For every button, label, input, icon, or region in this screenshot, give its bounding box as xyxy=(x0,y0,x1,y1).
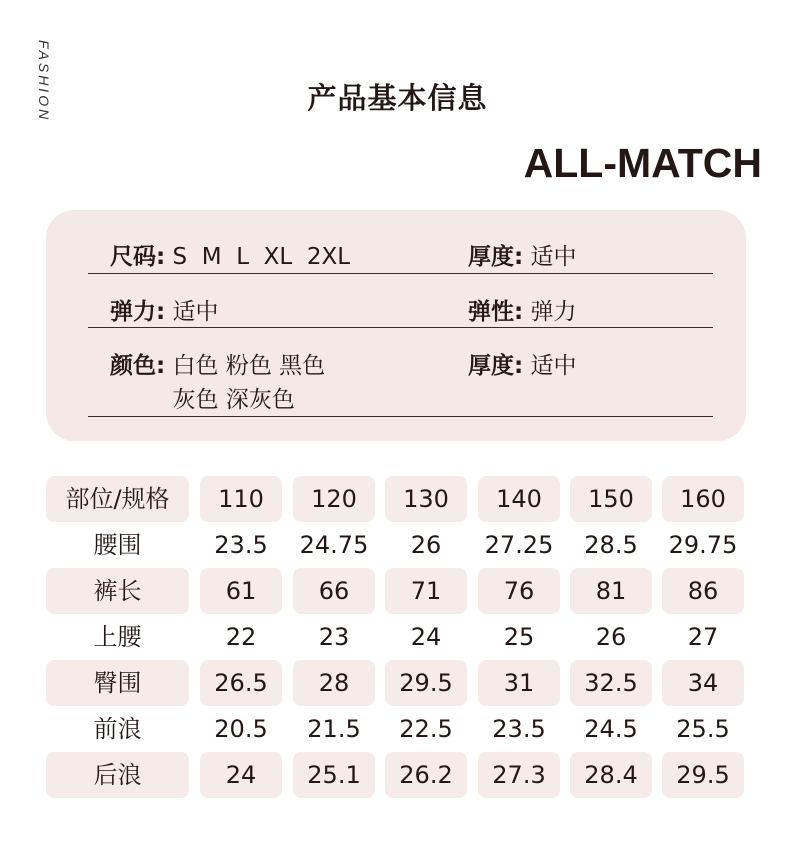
table-cell: 21.5 xyxy=(307,715,361,743)
row-label: 部位/规格 xyxy=(65,485,170,513)
elasticity-key: 弹性: xyxy=(468,299,524,325)
color-value-line-1: 白色 粉色 黑色 xyxy=(172,353,326,379)
table-cell: 28 xyxy=(318,669,350,697)
table-cell: 26.2 xyxy=(399,761,453,789)
elastic-key: 弹力: xyxy=(110,299,166,325)
row-label: 臀围 xyxy=(93,669,142,697)
table-cell: 23.5 xyxy=(492,715,546,743)
thickness-value: 适中 xyxy=(530,244,577,270)
row-label: 后浪 xyxy=(93,761,142,789)
table-cell: 66 xyxy=(318,577,350,605)
table-cell: 24 xyxy=(225,761,257,789)
table-cell: 24 xyxy=(410,623,442,651)
fashion-side-label: FASHION xyxy=(36,40,52,123)
table-cell: 140 xyxy=(496,485,542,513)
all-match-tagline: ALL-MATCH xyxy=(523,140,762,186)
table-cell: 22 xyxy=(225,623,257,651)
table-cell: 24.5 xyxy=(584,715,638,743)
table-cell: 27.25 xyxy=(484,531,554,559)
table-cell: 86 xyxy=(687,577,719,605)
thickness-key: 厚度: xyxy=(468,244,524,270)
row-label: 腰围 xyxy=(93,531,142,559)
page-title: 产品基本信息 xyxy=(307,81,488,115)
elastic-value: 适中 xyxy=(172,299,219,325)
table-cell: 76 xyxy=(503,577,535,605)
table-cell: 34 xyxy=(687,669,719,697)
table-cell: 32.5 xyxy=(584,669,638,697)
table-cell: 22.5 xyxy=(399,715,453,743)
table-cell: 71 xyxy=(410,577,442,605)
table-cell: 110 xyxy=(218,485,264,513)
table-cell: 20.5 xyxy=(214,715,268,743)
table-cell: 24.75 xyxy=(299,531,369,559)
row-label: 前浪 xyxy=(93,715,142,743)
table-cell: 26 xyxy=(410,531,442,559)
table-cell: 29.5 xyxy=(399,669,453,697)
size-value: S M L XL 2XL xyxy=(172,244,351,270)
table-cell: 23.5 xyxy=(214,531,268,559)
size-key: 尺码: xyxy=(110,244,166,270)
table-cell: 130 xyxy=(403,485,449,513)
table-cell: 81 xyxy=(595,577,627,605)
table-cell: 160 xyxy=(680,485,726,513)
table-cell: 61 xyxy=(225,577,257,605)
table-cell: 31 xyxy=(503,669,535,697)
table-cell: 28.5 xyxy=(584,531,638,559)
color-key: 颜色: xyxy=(110,353,166,379)
color-value-line-2: 灰色 深灰色 xyxy=(172,387,295,413)
row-label: 上腰 xyxy=(93,623,142,651)
table-cell: 29.75 xyxy=(668,531,738,559)
table-cell: 25.5 xyxy=(676,715,730,743)
table-cell: 28.4 xyxy=(584,761,638,789)
table-cell: 25 xyxy=(503,623,535,651)
thickness2-key: 厚度: xyxy=(468,353,524,379)
table-cell: 29.5 xyxy=(676,761,730,789)
elasticity-value: 弹力 xyxy=(530,299,577,325)
row-label: 裤长 xyxy=(93,577,142,605)
table-cell: 23 xyxy=(318,623,350,651)
table-cell: 150 xyxy=(588,485,634,513)
thickness2-value: 适中 xyxy=(530,353,577,379)
table-cell: 26 xyxy=(595,623,627,651)
table-cell: 27.3 xyxy=(492,761,546,789)
table-cell: 26.5 xyxy=(214,669,268,697)
table-cell: 25.1 xyxy=(307,761,361,789)
table-cell: 27 xyxy=(687,623,719,651)
table-cell: 120 xyxy=(311,485,357,513)
